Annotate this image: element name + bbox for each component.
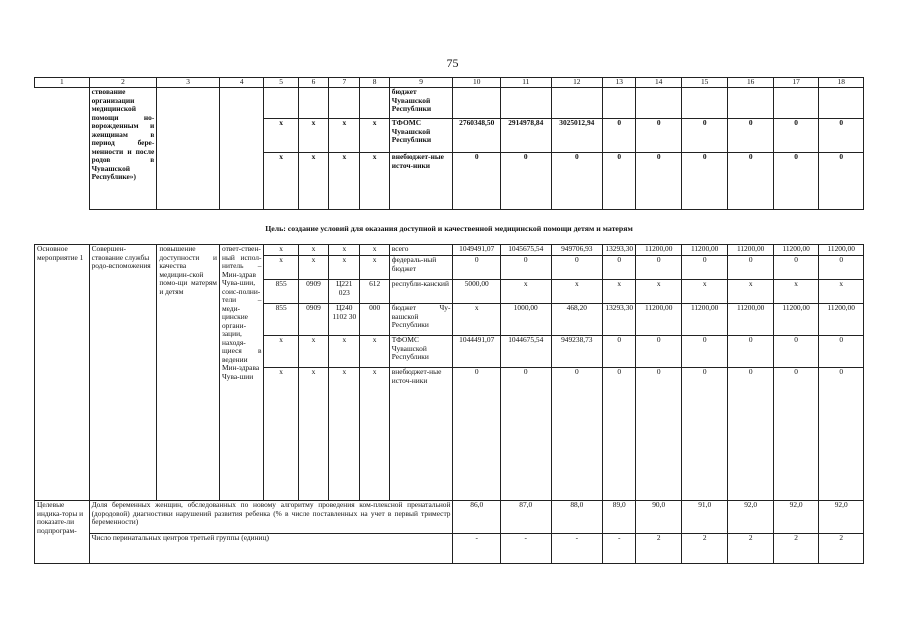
value-cell: 0 — [636, 256, 681, 280]
column-header: 8 — [360, 78, 389, 88]
value-cell: 13293,30 — [603, 245, 636, 256]
table-cell: 855 — [264, 304, 298, 336]
table-cell: х — [360, 245, 389, 256]
table-cell: 612 — [360, 280, 389, 304]
column-header: 10 — [453, 78, 501, 88]
table-row: Число перинатальных центров третьей группы (единиц) - - - - 2 2 2 2 2 — [35, 534, 864, 564]
value-cell: 11200,00 — [773, 245, 818, 256]
page-number: 75 — [446, 56, 459, 70]
column-header: 17 — [773, 78, 818, 88]
goal-heading: Цель: создание условий для оказания доступной и качественной медицинской помощи детям и матерям — [265, 224, 633, 233]
value-cell: 949706,93 — [551, 245, 603, 256]
table-cell: х — [360, 256, 389, 280]
column-header: 18 — [819, 78, 864, 88]
value-cell: 468,20 — [551, 304, 603, 336]
value-cell: 1045675,54 — [500, 245, 551, 256]
value-cell: 0 — [500, 368, 551, 501]
funding-source: федераль-ный бюджет — [389, 256, 453, 280]
table-cell: х — [329, 245, 360, 256]
column-header: 9 — [389, 78, 453, 88]
column-header: 12 — [551, 78, 603, 88]
funding-source: внебюджет-ные источ-ники — [389, 368, 453, 501]
value-cell: 0 — [773, 256, 818, 280]
value-cell: 11200,00 — [681, 245, 728, 256]
value-cell: х — [681, 280, 728, 304]
value-cell: 11200,00 — [728, 245, 773, 256]
value-cell: 0 — [603, 368, 636, 501]
value-cell: 11200,00 — [773, 304, 818, 336]
value-cell: 0 — [681, 336, 728, 368]
indicators-label: Целевые индика-торы и показате-ли подпрограм- — [35, 501, 90, 564]
event-task: повышение доступности и качества медицин-ской помо-щи матерям и детям — [157, 245, 220, 501]
value-cell: 0 — [728, 256, 773, 280]
table-cell: х — [360, 336, 389, 368]
table-cell: 855 — [264, 280, 298, 304]
value-cell: 11200,00 — [636, 304, 681, 336]
value-cell: 0 — [728, 336, 773, 368]
continuation-table — [34, 77, 864, 210]
table-cell: х — [329, 368, 360, 501]
column-header: 3 — [157, 78, 220, 88]
value-cell: 0 — [603, 256, 636, 280]
table-row: ствование организации медицинской помощи но-ворожденным и женщинам в период бере-менности и после родов в Чувашской Республике») бюджет Чувашской Республики — [35, 88, 864, 119]
event-label: Основное мероприятие 1 — [35, 245, 90, 501]
value-cell: 11200,00 — [728, 304, 773, 336]
table-cell: х — [329, 336, 360, 368]
column-header: 16 — [728, 78, 773, 88]
table-row — [35, 245, 864, 256]
table-row: Целевые индика-торы и показате-ли подпрограм- Доля беременных женщин, обследованных по новому алгоритму проведения ком-плексной пренатальной (дородовой) диагностики нарушений развития ребенка (% в числе поставленных на учет в первый триместр беременности) 86,0 87,0 88,0 89,0 90,0 91,0 92,0 92,0 92,0 — [35, 501, 864, 534]
column-header: 5 — [264, 78, 298, 88]
value-cell: 11200,00 — [819, 245, 864, 256]
value-cell: 11200,00 — [636, 245, 681, 256]
table-cell: х — [264, 245, 298, 256]
table-row: х х х х ТФОМС Чувашской Республики 2760348,50 2914978,84 3025012,94 0 0 0 0 0 0 — [35, 119, 864, 153]
value-cell: х — [728, 280, 773, 304]
table-row: х х х х внебюджет-ные источ-ники 0 0 0 0 0 0 0 0 0 — [35, 153, 864, 210]
funding-source: всего — [389, 245, 453, 256]
table-cell: х — [298, 245, 328, 256]
column-header: 6 — [298, 78, 328, 88]
table-cell: Ц240 1102 30 — [329, 304, 360, 336]
column-header: 4 — [219, 78, 263, 88]
event-name: Совершен-ствование службы родо-вспоможения — [89, 245, 157, 501]
value-cell: 0 — [636, 336, 681, 368]
value-cell: 0 — [773, 336, 818, 368]
table-cell: х — [329, 256, 360, 280]
event-text: ствование организации медицинской помощи но-ворожденным и женщинам в период бере-менности и после родов в Чувашской Республике») — [89, 88, 157, 210]
value-cell: х — [819, 280, 864, 304]
column-header: 1 — [35, 78, 90, 88]
value-cell: 1049491,07 — [453, 245, 501, 256]
value-cell: 0 — [500, 256, 551, 280]
indicator-text: Число перинатальных центров третьей группы (единиц) — [89, 534, 453, 564]
value-cell: 0 — [636, 368, 681, 501]
column-header: 13 — [603, 78, 636, 88]
value-cell: 0 — [551, 368, 603, 501]
value-cell: 949238,73 — [551, 336, 603, 368]
value-cell: 13293,30 — [603, 304, 636, 336]
table-cell: х — [264, 336, 298, 368]
column-header: 2 — [89, 78, 157, 88]
table-cell: х — [264, 256, 298, 280]
value-cell: х — [500, 280, 551, 304]
column-header-row — [35, 78, 864, 88]
main-event-table — [34, 244, 864, 564]
value-cell: 5000,00 — [453, 280, 501, 304]
table-cell: х — [298, 336, 328, 368]
value-cell: х — [453, 304, 501, 336]
value-cell: 0 — [681, 368, 728, 501]
value-cell: 11200,00 — [819, 304, 864, 336]
funding-source: республи-канский — [389, 280, 453, 304]
column-header: 7 — [329, 78, 360, 88]
value-cell: х — [773, 280, 818, 304]
table-cell: 0909 — [298, 280, 328, 304]
table-cell: Ц221 023 — [329, 280, 360, 304]
funding-source: бюджет Чу-вашской Республики — [389, 304, 453, 336]
table-cell: 0909 — [298, 304, 328, 336]
value-cell: 1044491,07 — [453, 336, 501, 368]
table-cell: х — [298, 368, 328, 501]
value-cell: 0 — [819, 368, 864, 501]
event-executor: ответ-ствен-ный испол-нитель – Мин-здрав Чува-шии, соис-полни-тели – меди-цинские органи-зации, находя-щиеся в ведении Мин-здрава Чува-шии — [219, 245, 263, 501]
value-cell: х — [551, 280, 603, 304]
value-cell: 0 — [551, 256, 603, 280]
value-cell: 0 — [773, 368, 818, 501]
table-cell: х — [360, 368, 389, 501]
value-cell: 0 — [453, 368, 501, 501]
value-cell: 1044675,54 — [500, 336, 551, 368]
table-cell: х — [264, 368, 298, 501]
value-cell: 0 — [453, 256, 501, 280]
value-cell: 0 — [603, 336, 636, 368]
value-cell: 0 — [819, 336, 864, 368]
value-cell: х — [603, 280, 636, 304]
value-cell: 0 — [819, 256, 864, 280]
table-cell: х — [298, 256, 328, 280]
column-header: 11 — [500, 78, 551, 88]
column-header: 14 — [636, 78, 681, 88]
value-cell: 0 — [681, 256, 728, 280]
value-cell: 1000,00 — [500, 304, 551, 336]
value-cell: 0 — [728, 368, 773, 501]
indicator-text: Доля беременных женщин, обследованных по новому алгоритму проведения ком-плексной пренатальной (дородовой) диагностики нарушений развития ребенка (% в числе поставленных на учет в первый триместр беременности) — [89, 501, 453, 534]
funding-source: ТФОМС Чувашской Республики — [389, 336, 453, 368]
column-header: 15 — [681, 78, 728, 88]
table-cell: 000 — [360, 304, 389, 336]
value-cell: х — [636, 280, 681, 304]
value-cell: 11200,00 — [681, 304, 728, 336]
